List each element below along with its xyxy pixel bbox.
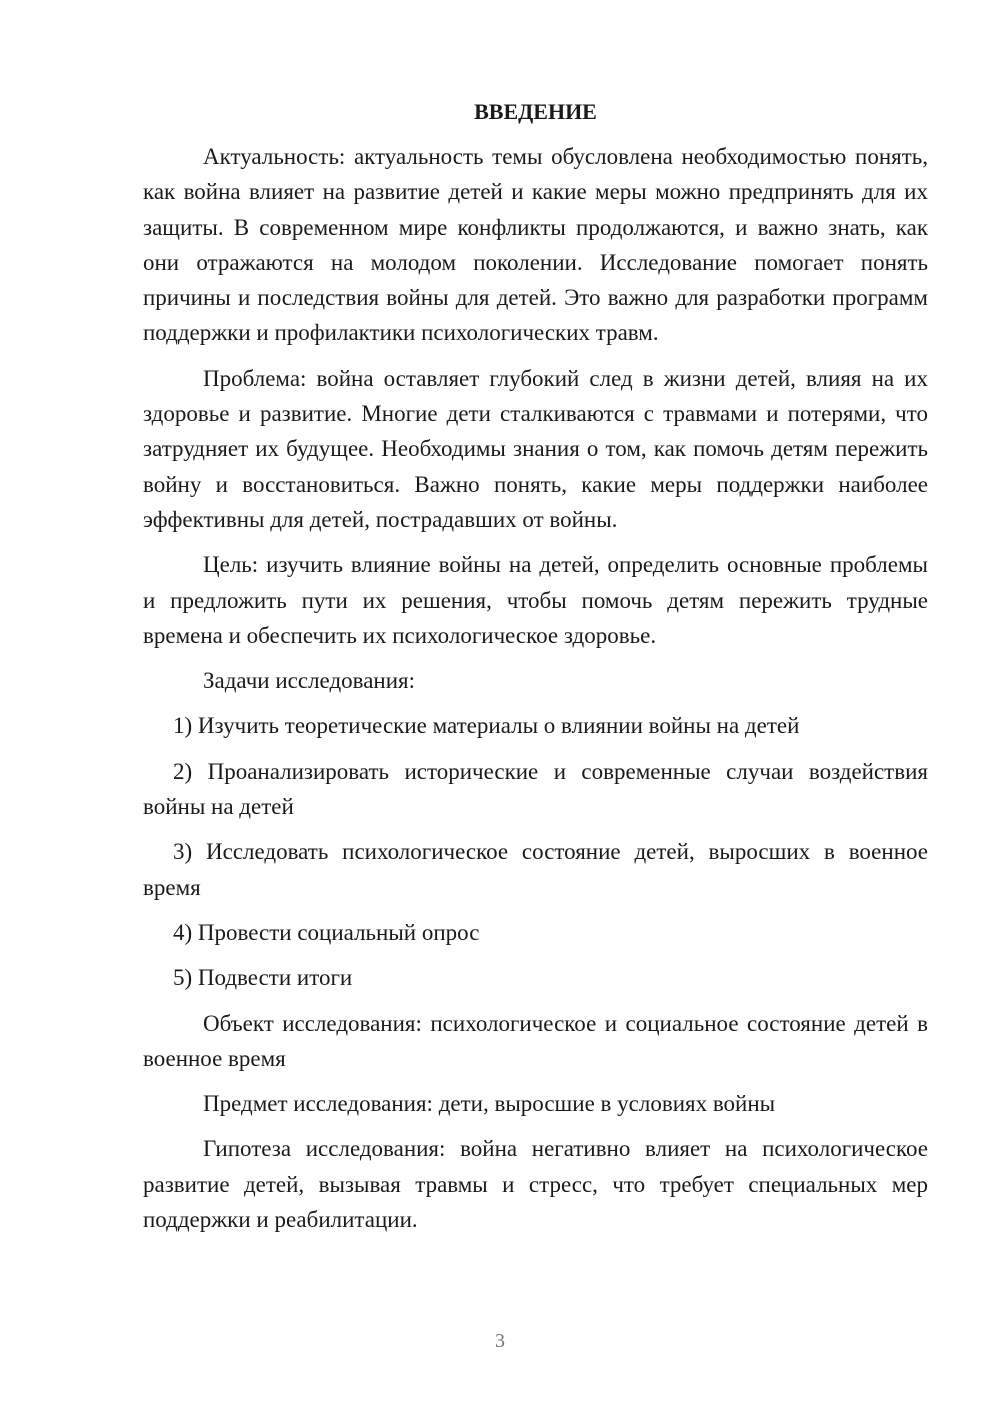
task-item: 4) Провести социальный опрос <box>173 919 480 945</box>
task-item: 1) Изучить теоретические материалы о влиянии войны на детей <box>173 713 800 739</box>
hypothesis-paragraph: Гипотеза исследования: война негативно влияет на психологическое развитие детей, вызывая травмы и стресс, что требует специальных мер поддержки и реабилитации. <box>143 1136 928 1233</box>
task-item: 3) Исследовать психологическое состояние детей, выросших в военное время <box>143 839 928 900</box>
document-page <box>143 94 928 1247</box>
tasks-heading: Задачи исследования: <box>203 668 416 694</box>
subject-paragraph: Предмет исследования: дети, выросшие в условиях войны <box>203 1091 776 1117</box>
object-paragraph: Объект исследования: психологическое и социальное состояние детей в военное время <box>143 1010 928 1071</box>
tasks-list <box>143 708 928 995</box>
goal-paragraph: Цель: изучить влияние войны на детей, определить основные проблемы и предложить пути их решения, чтобы помочь детям пережить трудные времена и обеспечить их психологическое здоровье. <box>143 552 928 648</box>
page-number: 3 <box>495 1330 505 1352</box>
section-title: ВВЕДЕНИЕ <box>474 99 597 124</box>
task-item: 5) Подвести итоги <box>173 965 353 991</box>
problem-paragraph: Проблема: война оставляет глубокий след в жизни детей, влияя на их здоровье и развитие. Многие дети сталкиваются с травмами и потерями, что затрудняет их будущее. Необходимы знания о том, как помочь детям пережить войну и восстановиться. Важно понять, какие меры поддержки наиболее эффективны для детей, пострадавших от войны. <box>143 365 928 532</box>
task-item: 2) Проанализировать исторические и современные случаи воздействия войны на детей <box>143 758 928 820</box>
relevance-paragraph: Актуальность: актуальность темы обусловлена необходимостью понять, как война влияет на развитие детей и какие меры можно предпринять для их защиты. В современном мире конфликты продолжаются, и важно знать, как они отражаются на молодом поколении. Исследование помогает понять причины и последствия войны для детей. Это важно для разработки программ поддержки и профилактики психологических травм. <box>143 144 928 346</box>
